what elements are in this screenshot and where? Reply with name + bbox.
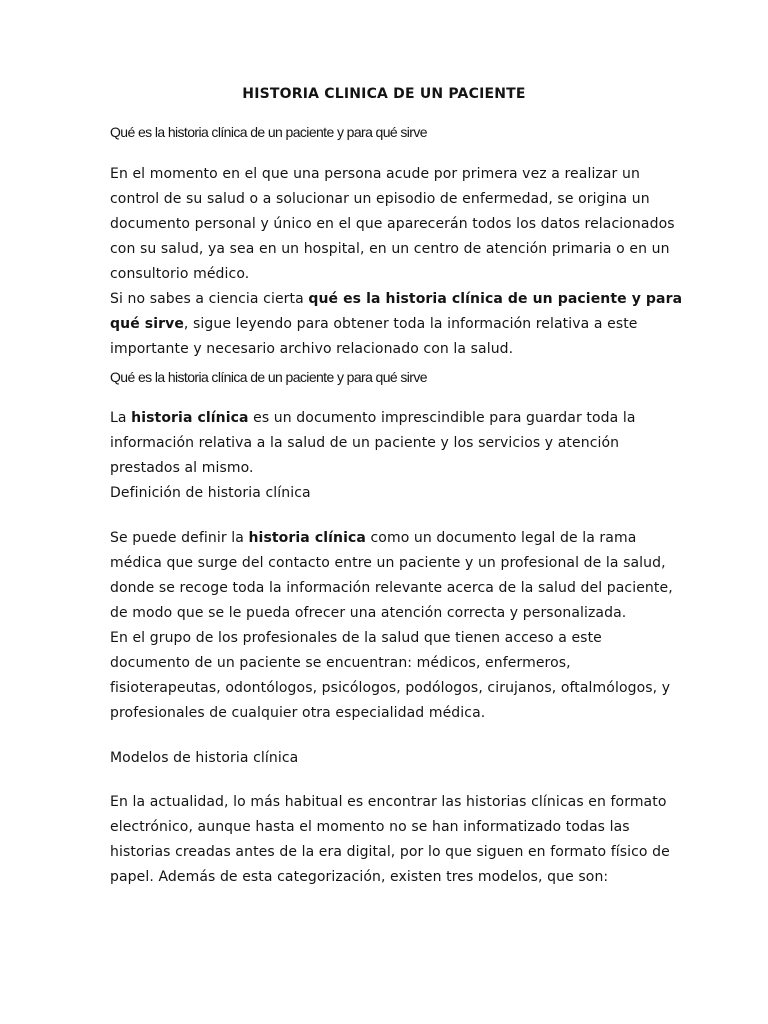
definition-heading: Definición de historia clínica [110,485,311,501]
bold-phrase: qué sirve [110,316,184,332]
section-models [110,790,670,890]
section-line: En la actualidad, lo más habitual es encontrar las historias clínicas en formato [110,794,667,810]
intro-p2-line: qué sirve, sigue leyendo para obtener toda la información relativa a este [110,316,638,332]
section-line: información relativa a la salud de un paciente y los servicios y atención [110,435,620,451]
section-line: La historia clínica es un documento imprescindible para guardar toda la [110,410,636,426]
intro-line: importante y necesario archivo relacionado con la salud. [110,341,514,357]
section-line: fisioterapeutas, odontólogos, psicólogos, podólogos, cirujanos, oftalmólogos, y [110,680,671,696]
section-line: documento de un paciente se encuentran: médicos, enfermeros, [110,655,571,671]
intro-line: En el momento en el que una persona acude por primera vez a realizar un [110,166,640,182]
section-line: papel. Además de esta categorización, existen tres modelos, que son: [110,869,609,885]
bold-phrase: qué es la historia clínica de un paciente y para [308,291,683,307]
section-line: profesionales de cualquier otra especialidad médica. [110,705,486,721]
subtitle-what-is-repeat: Qué es la historia clínica de un paciente y para qué sirve [110,369,427,385]
section-line: prestados al mismo. [110,460,254,476]
section-line: de modo que se le pueda ofrecer una atención correcta y personalizada. [110,605,627,621]
section-line: donde se recoge toda la información relevante acerca de la salud del paciente, [110,580,673,596]
intro-p2-line: Si no sabes a ciencia cierta qué es la historia clínica de un paciente y para [110,291,683,307]
section-definition [110,526,673,726]
intro-line: control de su salud o a solucionar un episodio de enfermedad, se origina un [110,191,650,207]
section-line: médica que surge del contacto entre un paciente y un profesional de la salud, [110,555,666,571]
models-heading: Modelos de historia clínica [110,750,299,766]
intro-line: con su salud, ya sea en un hospital, en un centro de atención primaria o en un [110,241,670,257]
bold-phrase: historia clínica [131,410,249,426]
subtitle-what-is: Qué es la historia clínica de un paciente y para qué sirve [110,124,427,140]
bold-phrase: historia clínica [248,530,366,546]
section-definition-intro [110,406,670,506]
section-line: Se puede definir la historia clínica como un documento legal de la rama [110,530,637,546]
section-line: electrónico, aunque hasta el momento no se han informatizado todas las [110,819,630,835]
document-title: HISTORIA CLINICA DE UN PACIENTE [242,86,526,102]
section-line: historias creadas antes de la era digital, por lo que siguen en formato físico de [110,844,670,860]
intro-section [110,162,683,362]
intro-line: documento personal y único en el que aparecerán todos los datos relacionados [110,216,675,232]
intro-line: consultorio médico. [110,266,250,282]
section-line: En el grupo de los profesionales de la salud que tienen acceso a este [110,630,602,646]
